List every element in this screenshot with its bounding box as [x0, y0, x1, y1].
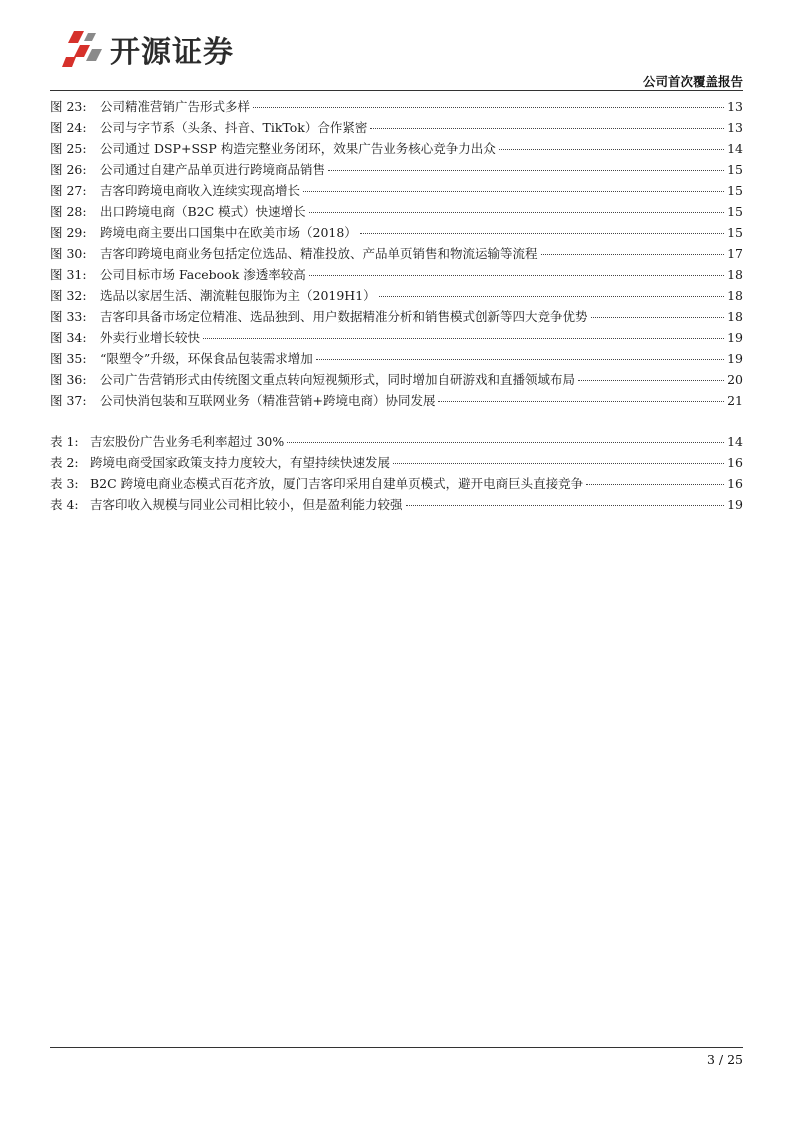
dot-leader — [360, 232, 724, 234]
dot-leader — [316, 358, 724, 360]
dot-leader — [370, 127, 724, 129]
brand-logo-icon — [62, 27, 104, 71]
table-entry[interactable] — [50, 494, 743, 515]
figure-page-number: 14 — [727, 141, 743, 156]
figure-label: 图 33: — [50, 309, 87, 324]
figure-entry[interactable] — [50, 138, 743, 159]
figure-entry[interactable] — [50, 306, 743, 327]
table-entry[interactable] — [50, 431, 743, 452]
figure-index-list — [50, 96, 743, 411]
figure-entry[interactable] — [50, 327, 743, 348]
figure-label: 图 31: — [50, 267, 87, 282]
figure-title: 公司广告营销形式由传统图文重点转向短视频形式，同时增加自研游戏和直播领域布局 — [100, 372, 576, 387]
figure-label: 图 37: — [50, 393, 87, 408]
figure-label: 图 28: — [50, 204, 87, 219]
figure-page-number: 18 — [727, 309, 743, 324]
table-title: 跨境电商受国家政策支持力度较大，有望持续快速发展 — [90, 455, 391, 470]
figure-page-number: 20 — [727, 372, 743, 387]
figure-title: 吉客印跨境电商收入连续实现高增长 — [100, 183, 301, 198]
table-title: 吉宏股份广告业务毛利率超过 30% — [90, 434, 285, 449]
table-page-number: 19 — [727, 497, 743, 512]
figure-page-number: 19 — [727, 330, 743, 345]
dot-leader — [203, 337, 724, 339]
dot-leader — [253, 106, 724, 108]
report-type-label: 公司首次覆盖报告 — [642, 74, 743, 89]
figure-label: 图 32: — [50, 288, 87, 303]
dot-leader — [393, 462, 724, 464]
table-entry[interactable] — [50, 473, 743, 494]
figure-label: 图 30: — [50, 246, 87, 261]
figure-title: 公司与字节系（头条、抖音、TikTok）合作紧密 — [100, 120, 368, 135]
figure-page-number: 13 — [727, 99, 743, 114]
dot-leader — [328, 169, 724, 171]
dot-leader — [541, 253, 725, 255]
figure-title: 跨境电商主要出口国集中在欧美市场（2018） — [100, 225, 357, 240]
figure-page-number: 15 — [727, 183, 743, 198]
figure-title: 吉客印跨境电商业务包括定位选品、精准投放、产品单页销售和物流运输等流程 — [100, 246, 538, 261]
page-indicator: 3 / 25 — [706, 1052, 743, 1067]
figure-label: 图 36: — [50, 372, 87, 387]
figure-page-number: 15 — [727, 204, 743, 219]
page-header — [0, 0, 793, 90]
figure-title: 外卖行业增长较快 — [100, 330, 201, 345]
figure-label: 图 26: — [50, 162, 87, 177]
table-label: 表 4: — [50, 497, 79, 512]
figure-page-number: 17 — [727, 246, 743, 261]
figure-title: 出口跨境电商（B2C 模式）快速增长 — [100, 204, 306, 219]
dot-leader — [406, 504, 725, 506]
figure-page-number: 13 — [727, 120, 743, 135]
figure-title: 公司目标市场 Facebook 渗透率较高 — [100, 267, 306, 282]
table-title: 吉客印收入规模与同业公司相比较小，但是盈利能力较强 — [90, 497, 403, 512]
table-label: 表 2: — [50, 455, 79, 470]
figure-entry[interactable] — [50, 222, 743, 243]
table-label: 表 3: — [50, 476, 79, 491]
footer-divider — [50, 1047, 743, 1048]
figure-entry[interactable] — [50, 201, 743, 222]
figure-label: 图 27: — [50, 183, 87, 198]
dot-leader — [499, 148, 724, 150]
figure-entry[interactable] — [50, 369, 743, 390]
figure-entry[interactable] — [50, 117, 743, 138]
table-page-number: 16 — [727, 476, 743, 491]
figure-label: 图 34: — [50, 330, 87, 345]
figure-entry[interactable] — [50, 96, 743, 117]
figure-title: 公司通过自建产品单页进行跨境商品销售 — [100, 162, 326, 177]
figure-page-number: 21 — [727, 393, 743, 408]
figure-entry[interactable] — [50, 159, 743, 180]
figure-title: 选品以家居生活、潮流鞋包服饰为主（2019H1） — [100, 288, 376, 303]
figure-page-number: 15 — [727, 162, 743, 177]
figure-entry[interactable] — [50, 264, 743, 285]
figure-title: “限塑令”升级，环保食品包装需求增加 — [100, 351, 313, 366]
figure-entry[interactable] — [50, 285, 743, 306]
table-index-list — [50, 431, 743, 515]
dot-leader — [438, 400, 724, 402]
dot-leader — [591, 316, 725, 318]
figure-page-number: 15 — [727, 225, 743, 240]
brand-name: 开源证券 — [110, 35, 234, 70]
table-entry[interactable] — [50, 452, 743, 473]
figure-label: 图 25: — [50, 141, 87, 156]
figure-title: 公司通过 DSP+SSP 构造完整业务闭环，效果广告业务核心竞争力出众 — [100, 141, 496, 156]
figure-page-number: 18 — [727, 267, 743, 282]
figure-label: 图 29: — [50, 225, 87, 240]
figure-title: 公司快消包装和互联网业务（精准营销+跨境电商）协同发展 — [100, 393, 436, 408]
dot-leader — [578, 379, 724, 381]
figure-label: 图 35: — [50, 351, 87, 366]
dot-leader — [586, 483, 724, 485]
dot-leader — [287, 441, 724, 443]
dot-leader — [309, 274, 724, 276]
dot-leader — [309, 211, 724, 213]
figure-page-number: 18 — [727, 288, 743, 303]
figure-entry[interactable] — [50, 180, 743, 201]
table-label: 表 1: — [50, 434, 79, 449]
table-page-number: 16 — [727, 455, 743, 470]
figure-title: 公司精准营销广告形式多样 — [100, 99, 251, 114]
figure-entry[interactable] — [50, 390, 743, 411]
figure-entry[interactable] — [50, 348, 743, 369]
figure-label: 图 24: — [50, 120, 87, 135]
table-page-number: 14 — [727, 434, 743, 449]
figure-title: 吉客印具备市场定位精准、选品独到、用户数据精准分析和销售模式创新等四大竞争优势 — [100, 309, 588, 324]
table-title: B2C 跨境电商业态模式百花齐放，厦门吉客印采用自建单页模式，避开电商巨头直接竞争 — [90, 476, 584, 491]
figure-entry[interactable] — [50, 243, 743, 264]
dot-leader — [379, 295, 724, 297]
figure-label: 图 23: — [50, 99, 87, 114]
brand-logo — [62, 26, 234, 72]
figure-page-number: 19 — [727, 351, 743, 366]
logo-red-strokes — [62, 31, 90, 67]
dot-leader — [303, 190, 724, 192]
header-divider — [50, 90, 743, 91]
